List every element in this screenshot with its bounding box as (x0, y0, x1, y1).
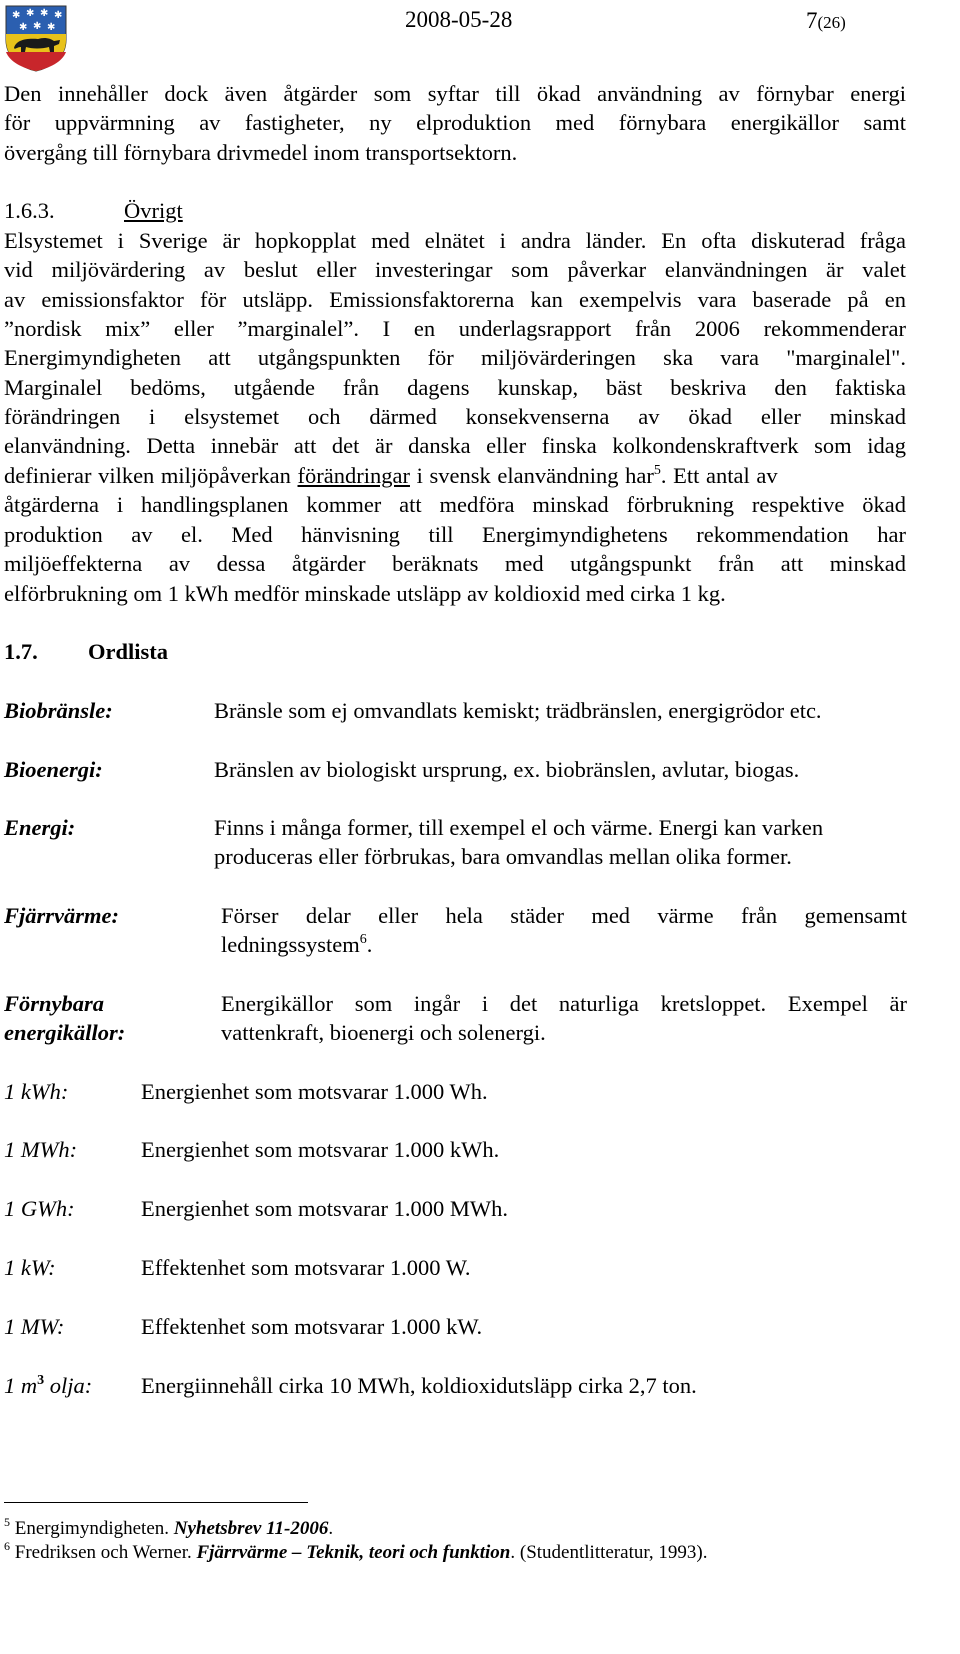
unit-term: 1 kWh: (4, 1079, 69, 1104)
municipal-crest-logo (4, 4, 68, 72)
footnote: $^5$ Energimyndigheten. Nyhetsbrev 11-2006. (4, 1515, 334, 1539)
paragraph-line: Marginalel bedöms, utgående från dagens kunskap, bäst beskriva den faktiska (4, 375, 906, 400)
page-number: 7 (806, 8, 818, 33)
paragraph-line: ”nordisk mix” eller ”marginalel”. I en underlagsrapport från 2006 rekommenderar (4, 316, 906, 341)
glossary-definition: vattenkraft, bioenergi och solenergi. (221, 1020, 546, 1045)
paragraph-line: elanvändning. Detta innebär att det är danska eller finska kolkondenskraftverk som idag (4, 433, 906, 458)
glossary-definition: Energikällor som ingår i det naturliga kretsloppet. Exempel är (221, 991, 907, 1016)
footnote-separator (4, 1502, 308, 1503)
unit-term: 1 $m^3$ olja: (4, 1373, 93, 1398)
glossary-definition: produceras eller förbrukas, bara omvandlas mellan olika former. (214, 844, 792, 869)
page-total: 26 (823, 13, 841, 32)
svg-text:✱: ✱ (12, 10, 21, 21)
intro-line: övergång till förnybara drivmedel inom transportsektorn. (4, 140, 518, 165)
glossary-definition: ledningssystem$^6$. (221, 932, 373, 957)
unit-definition: Effektenhet som motsvarar 1.000 kW. (141, 1314, 483, 1339)
paragraph-line: Energimyndigheten att utgångspunkten för miljövärderingen ska vara "marginalel". (4, 345, 906, 370)
footnote-ref: 5 (653, 463, 661, 478)
footnote-number: 6 (4, 1539, 10, 1553)
unit-term: 1 MWh: (4, 1137, 78, 1162)
paragraph-line: miljöeffekterna av dessa åtgärder beräknats med utgångspunkt från att minskad (4, 551, 906, 576)
unit-term: 1 kW: (4, 1255, 56, 1280)
footnote: $^6$ Fredriksen och Werner. Fjärrvärme – Teknik, teori och funktion. (Studentlitteratur, 1993). (4, 1539, 708, 1563)
paragraph-line: förändringen i elsystemet och därmed konsekvenserna av ökad eller minskad (4, 404, 906, 429)
glossary-term: Energi: (4, 815, 76, 840)
glossary-term: Bioenergi: (4, 757, 103, 782)
glossary-term: Fjärrvärme: (4, 903, 119, 928)
intro-line: för uppvärmning av fastigheter, ny elproduktion med förnybara energikällor samt (4, 110, 906, 135)
unit-definition: Energienhet som motsvarar 1.000 MWh. (141, 1196, 509, 1221)
svg-text:✱: ✱ (47, 22, 56, 33)
section-title: Ordlista (88, 639, 169, 664)
section-number: 1.7. (4, 639, 38, 664)
glossary-definition: Bränsle som ej omvandlats kemiskt; trädbränslen, energigrödor etc. (214, 698, 822, 723)
paragraph-line: åtgärderna i handlingsplanen kommer att medföra minskad förbrukning respektive ökad (4, 492, 906, 517)
glossary-term: Förnybara (4, 991, 105, 1016)
svg-text:✱: ✱ (26, 8, 35, 19)
svg-text:✱: ✱ (40, 8, 49, 19)
unit-term: 1 GWh: (4, 1196, 75, 1221)
unit-term: 1 MW: (4, 1314, 65, 1339)
paragraph-line: vid miljövärdering av beslut eller investeringar som påverkar elanvändningen är valet (4, 257, 906, 282)
intro-line: Den innehåller dock även åtgärder som syftar till ökad användning av förnybar energi (4, 81, 906, 106)
unit-definition: Energienhet som motsvarar 1.000 kWh. (141, 1137, 500, 1162)
section-title: Övrigt (124, 198, 183, 223)
svg-text:✱: ✱ (33, 21, 42, 32)
glossary-definition: Förser delar eller hela städer med värme från gemensamt (221, 903, 907, 928)
svg-text:✱: ✱ (19, 22, 28, 33)
unit-definition: Energiinnehåll cirka 10 MWh, koldioxidutsläpp cirka 2,7 ton. (141, 1373, 697, 1398)
unit-definition: Energienhet som motsvarar 1.000 Wh. (141, 1079, 488, 1104)
glossary-term: energikällor: (4, 1020, 126, 1045)
paragraph-line: av emissionsfaktor för utsläpp. Emissionsfaktorerna kan exempelvis vara baserade på en (4, 287, 906, 312)
paragraph-line: produktion av el. Med hänvisning till Energimyndighetens rekommendation har (4, 522, 906, 547)
header-page-number: 7(26) (806, 8, 846, 33)
crest-icon (4, 4, 68, 72)
section-heading-163 (4, 195, 183, 226)
section-heading-17 (4, 636, 169, 667)
underlined-word: förändringar (297, 463, 410, 488)
paragraph-line: elförbrukning om 1 kWh medför minskade utsläpp av koldioxid med cirka 1 kg. (4, 581, 726, 606)
header-date: 2008-05-28 (405, 7, 513, 32)
glossary-definition: Bränslen av biologiskt ursprung, ex. biobränslen, avlutar, biogas. (214, 757, 800, 782)
section-number: 1.6.3. (4, 198, 55, 223)
paragraph-line-with-footnote: definierar vilken miljöpåverkan förändringar i svensk elanvändning har$^5$. Ett antal av (4, 463, 778, 488)
footnote-ref: 6 (359, 932, 367, 947)
footnote-number: 5 (4, 1515, 10, 1529)
glossary-term: Biobränsle: (4, 698, 113, 723)
svg-text:✱: ✱ (54, 10, 63, 21)
paragraph-line: Elsystemet i Sverige är hopkopplat med elnätet i andra länder. En ofta diskuterad fråga (4, 228, 906, 253)
unit-definition: Effektenhet som motsvarar 1.000 W. (141, 1255, 471, 1280)
glossary-definition: Finns i många former, till exempel el och värme. Energi kan varken (214, 815, 824, 840)
